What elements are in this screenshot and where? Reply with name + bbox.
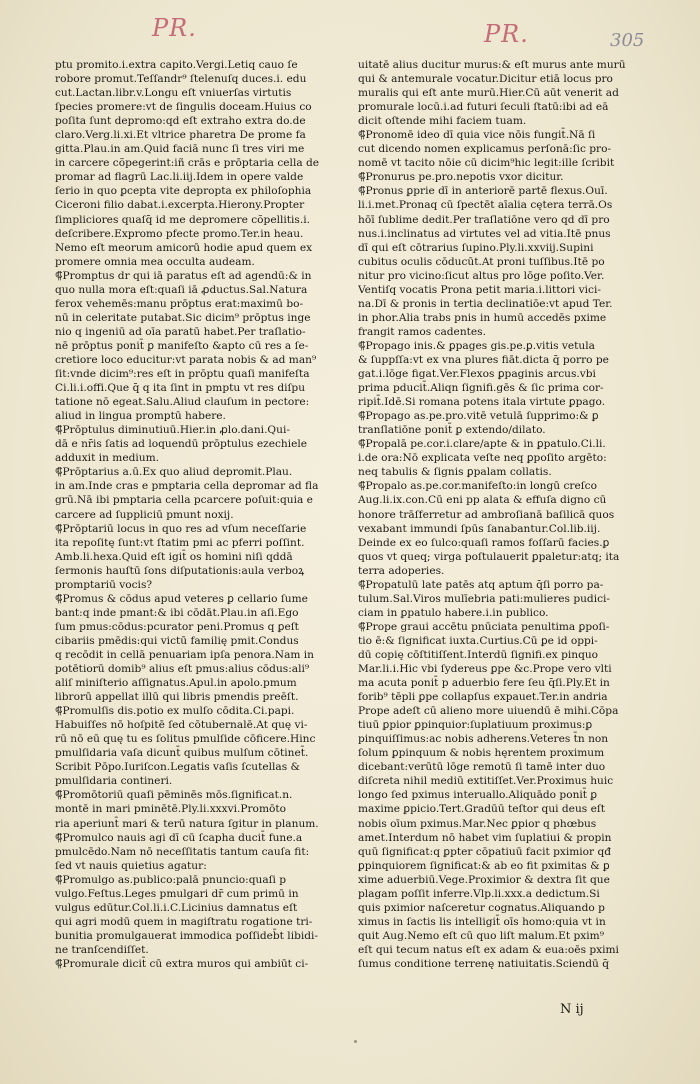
text-line: tulum.Sal.Viros mulīebria pati:mulieres pudici- xyxy=(358,592,610,605)
text-line: quit Aug.Nemo eſt cū quo liſt malum.Et pxim⁹ xyxy=(358,929,604,942)
text-line: rū nō eū quę tu es ſolitus pmulſide cōficere.Hinc xyxy=(55,733,316,746)
text-line: ita repoſitę ſunt:vt ſtatim pmi ac pferri poſſint. xyxy=(55,536,305,549)
text-line: librorū appellat illū qui libris pmendis preēſt. xyxy=(55,691,299,704)
text-line: ⸿Promurale dicit̄ cū extra muros qui ambiūt ci- xyxy=(55,958,309,970)
text-line: Prope adeſt cū alieno more uiuendū ē mihi.Cōpa xyxy=(358,705,619,718)
text-line: neq tabulis & ſignis ꝑpalam collatis. xyxy=(358,466,552,479)
text-line: adduxit in medium. xyxy=(55,452,159,465)
text-line: nitur pro vicino:ſicut altus pro lōge poſito.Ver. xyxy=(358,269,605,282)
text-line: vulgo.Feſtus.Leges pmulgari dr̄ cum primū in xyxy=(55,887,299,900)
text-line: deſcribere.Expromo pfecte promo.Ter.in heau. xyxy=(55,227,304,240)
text-line: pmulſidaria vaſa dicunt̄ quibus mulſum cōtinet̄. xyxy=(55,747,309,760)
text-line: in phor.Alia trabs pnis in humū accedēs pxime xyxy=(358,311,607,324)
text-line: gat.i.lōge figat.Ver.Flexos ꝑpaginis arcus.vbi xyxy=(358,368,596,381)
text-line: nus.i.inclinatus ad virtutes vel ad vitia.Itē pnus xyxy=(358,227,611,240)
text-line: ſum pmus:cōdus:pcurator peni.Promus q ꝑeſt xyxy=(55,620,299,633)
text-line: qui & antemurale vocatur.Dicitur etiā locus pro xyxy=(358,73,613,86)
text-line: tatione nō egeat.Salu.Aliud clauſum in pectore: xyxy=(55,396,310,409)
text-line: Mar.li.i.Hic vbi ſydereus ꝑpe &c.Prope vero vlti xyxy=(358,663,612,676)
text-line: Ci.li.i.offi.Que q̄ q ita ſint in pmptu vt res diſpu xyxy=(55,382,306,395)
text-line: Ciceroni filio dabat.i.excerpta.Hierony.Propter xyxy=(55,199,305,212)
text-line: li.i.met.Pronaq cū ſpectēt aīalia cętera terrā.Os xyxy=(358,199,613,212)
text-line: promere omnia mea occulta audeam. xyxy=(55,255,255,268)
text-line: maxime ꝑpicio.Tert.Gradūū teſtor qui deus eſt xyxy=(358,803,606,816)
text-line: ſermonis hauſtū ſons diſputationis:aula verboꝝ xyxy=(55,564,305,577)
text-line: Amb.li.hexa.Quid eſt igit̄ os homini niſi qddā xyxy=(55,550,293,563)
text-line: na.Dī & pronis in tertia declinatiōe:vt apud Ter. xyxy=(358,297,613,310)
text-line: diſcreta nihil mediū extitiſſet.Ver.Proximus huic xyxy=(358,775,614,788)
folio-number: 305 xyxy=(610,30,645,51)
text-line: ꝑpinquiorem ſignificat:& ab eo fit pximitas & ꝑ xyxy=(358,859,610,872)
text-line: Habuiſſes nō hoſpitē ſed cōtubernalē.At quę vi- xyxy=(55,719,308,732)
text-line: promurale locū.i.ad futuri ſeculi ſtatū:ibi ad eā xyxy=(358,101,609,114)
text-line: nū in celeritate putabat.Sic dicim⁹ prōptus inge xyxy=(55,311,311,324)
text-line: robore promut.Teſſandr⁹ ſtelenuſq duces.i. edu xyxy=(55,73,307,86)
text-line: ⸿Prōptarius a.ū.Ex quo aliud depromit.Plau. xyxy=(55,466,293,479)
text-line: ſed vt nauis quietius agatur: xyxy=(55,859,207,872)
text-line: muralis qui eſt ante murū.Hier.Cū aūt venerit ad xyxy=(358,87,619,100)
annotation-left: PR. xyxy=(152,14,197,42)
text-line: ⸿Prōptulus diminutiuū.Hier.in ꝓlo.dani.Qui- xyxy=(55,424,290,437)
text-line: nobis oīum pximus.Mar.Nec ꝑpior q phœbus xyxy=(358,817,597,830)
text-line: montē in mari pminētē.Ply.li.xxxvi.Promōto xyxy=(55,803,286,816)
text-line: ⸿Promus & cōdus apud veteres ꝑ cellario ſume xyxy=(55,592,308,605)
text-line: in am.Inde cras e pmptaria cella depromar ad fla xyxy=(55,480,319,493)
text-line: ⸿Promōtoriū quaſi pēminēs mōs.ſignificat.n. xyxy=(55,789,293,802)
text-line: dicebant:verūtū lōge remotū ſi tamē inter duo xyxy=(358,761,606,774)
text-line: ferox vehemēs:manu prōptus erat:maximū bo- xyxy=(55,297,304,310)
text-line: ria aperiunt̄ mari & terū natura ſgitur in planum. xyxy=(55,817,319,830)
text-line: dī qui eſt cōtrarius ſupino.Ply.li.xxviij.Supini xyxy=(358,241,594,254)
text-line: frangit ramos cadentes. xyxy=(358,325,486,338)
text-line: forib⁹ tēpli ꝑpe collapſus expauet.Ter.in andria xyxy=(358,691,608,704)
text-line: cut dicendo nomen explicamus perſonā:ſic pro- xyxy=(358,143,612,156)
text-line: bunitia promulgauerat immodica poſſideb̄t libidi- xyxy=(55,929,319,942)
text-line: ⸿Promulgo as.publico:palā pnuncio:quaſi p xyxy=(55,873,287,886)
text-line: & ſuppſſa:vt ex vna plures fiāt.dicta q̄ porro pe xyxy=(358,353,609,366)
text-line: uitatē alius ducitur murus:& eſt murus ante murū xyxy=(358,59,626,71)
text-line: dā e nr̄is ſatis ad loquendū prōptulus ezechiele xyxy=(55,438,308,451)
paper-speck xyxy=(354,1040,357,1043)
text-line: plagam poſſit inferre.Vlp.li.xxx.a dedictum.Si xyxy=(358,887,600,900)
text-line: pmulcēdo.Nam nō neceſſitatis tantum cauſa fit: xyxy=(55,845,310,858)
text-line: ſit:vnde dicim⁹:res eſt in prōptu quaſi manifeſta xyxy=(55,368,310,381)
text-line: grū.Nā ibi pmptaria cella pcarcere poſuit:quia e xyxy=(55,494,313,507)
text-line: Scribit Pōpo.Iuriſcon.Legatis vaſis ſcutellas & xyxy=(55,761,300,774)
text-line: tranſlatiōne ponit̄ ꝑ extendo/dilato. xyxy=(358,424,546,437)
text-line: dicit oſtende mihi faciem tuam. xyxy=(358,115,527,128)
text-line: ⸿Propalā pe.cor.i.clare/apte & in ꝑpatulo.Ci.li. xyxy=(358,438,606,451)
text-line: in carcere cõpegerint:iñ crās e prōptaria cella de xyxy=(55,157,320,170)
text-line: ⸿Pronus ꝑprie dī in anteriorē partē flexus.Ouī. xyxy=(358,185,608,198)
text-line: Nemo eſt meorum amicorū hodie apud quem ex xyxy=(55,241,313,254)
text-line: hōī ſublime dedit.Per traſlatiōne vero qd dī pro xyxy=(358,213,610,226)
text-line: gitta.Plau.in am.Quid faciā nunc ſi tres viri me xyxy=(55,143,305,156)
text-line: honore trāſferretur ad ambroſianā baſilicā quos xyxy=(358,508,615,521)
text-line: q recōdit in cellā penuariam ipſa penora.Nam in xyxy=(55,648,315,661)
text-line: Ventiſq vocatis Prona petit maria.i.littori vici- xyxy=(358,283,601,296)
right-column xyxy=(358,58,650,971)
text-line: tio ē:& ſignificat iuxta.Curtius.Cū ꝑe id oppi- xyxy=(358,634,598,647)
text-line: ⸿Propago as.pe.pro.vitē vetulā ſupprimo:& ꝑ xyxy=(358,410,599,423)
text-line: ximus in ſactis lis intelligit̄ oīs homo:quia vt in xyxy=(358,915,606,928)
signature-mark: N ij xyxy=(560,1002,584,1017)
text-line: vexabant immundi ſpūs ſanabantur.Col.lib.iij. xyxy=(358,522,601,535)
text-line: ſolum ꝑpinquum & nobis hęrentem proximum xyxy=(358,747,605,760)
text-line: quos vt queq; virga poſtulauerit ꝑpaletur:atq; ita xyxy=(358,550,620,563)
text-line: quo nulla mora eſt:quaſi iā ꝓductus.Sal.Natura xyxy=(55,283,308,296)
text-line: longo ſed pximus interuallo.Aliquādo ponit̄ ꝑ xyxy=(358,789,598,802)
text-line: aliud in lingua promptū habere. xyxy=(55,410,226,423)
text-line: ptu promito.i.extra capito.Vergi.Letiq cauo ſe xyxy=(55,59,298,71)
text-line: Aug.li.ix.con.Cū eni pp alata & effuſa digno cū xyxy=(358,494,607,507)
text-line: vulgus edūtur.Col.li.i.C.Licinius damnatus eſt xyxy=(55,901,298,914)
text-line: ⸿Prope graui accētu pnūciata penultima ꝑpoſi- xyxy=(358,620,610,633)
text-line: Deinde ex eo ſulco:quaſi ramos foſſarū facies.ꝑ xyxy=(358,536,610,549)
text-line: ciam in ꝑpatulo habere.i.in publico. xyxy=(358,606,549,619)
text-line: promar ad flagrū Lac.li.iij.Idem in opere valde xyxy=(55,171,304,184)
text-line: amet.Interdum nō habet vim ſuplatiui & propin xyxy=(358,831,612,844)
text-line: nomē vt tacito nōie cū dicim⁹hic legit:ille ſcribit xyxy=(358,157,615,170)
text-line: carcere ad ſuppliciū pmunt noxij. xyxy=(55,508,234,521)
text-line: ſimpliciores quaſq̄ id me depromere cõpellitis.i. xyxy=(55,213,310,226)
text-line: xime aduerbiū.Vege.Proximior & dextra ſit que xyxy=(358,873,610,886)
text-line: eſt qui tecum natus eſt ex adam & eua:oēs pximi xyxy=(358,943,619,956)
text-line: promptariū vocis? xyxy=(55,578,153,591)
text-line: prima pducit̄.Aliqn ſignifi.gēs & ſic prima cor- xyxy=(358,382,604,395)
text-line: i.de ora:Nō explicata veſte neq ꝑpoſito argēto: xyxy=(358,452,607,465)
text-line: ⸿Propago inis.& ꝑpages gis.pe.ꝑ.vitis vetula xyxy=(358,339,595,352)
text-line: ⸿Propalo as.pe.cor.manifeſto:in longū creſco xyxy=(358,480,597,493)
text-line: ⸿Prōptariū locus in quo res ad vſum neceſſarie xyxy=(55,522,307,535)
text-line: quis pximior naſceretur cognatus.Aliquando p xyxy=(358,901,605,914)
text-line: ⸿Promptus dr qui iā paratus eſt ad agendū:& in xyxy=(55,269,312,282)
text-line: ſpecies promere:vt de ſingulis doceam.Huius co xyxy=(55,101,312,114)
text-line: ⸿Pronomē ideo dī quia vice nōis fungit̄.Nā ſi xyxy=(358,129,596,142)
text-line: terra adoperies. xyxy=(358,564,445,577)
text-line: pinquiſſimus:ac nobis adherens.Veteres t̄n non xyxy=(358,733,609,746)
text-line: pmulſidaria contineri. xyxy=(55,775,173,788)
text-line: qui agri modū quem in magiſtratu rogatione tri- xyxy=(55,915,313,928)
text-line: ſerio in quo ꝑcepta vite depropta ex philoſophia xyxy=(55,185,312,198)
text-line: ⸿Propatulū late patēs atq aptum q̄ſi porro pa- xyxy=(358,578,604,591)
text-line: ne tranſcendiſſet. xyxy=(55,943,149,956)
text-line: poſita ſunt depromo:qd eſt extraho extra do.de xyxy=(55,115,306,128)
text-line: nē prōptus ponit̄ ꝑ manifeſto &apto cū res a ſe- xyxy=(55,339,309,352)
text-line: ⸿Promulſis dis.potio ex mulſo cōdita.Ci.papi. xyxy=(55,705,295,718)
text-line: nio q ingeniū ad oīa paratū habet.Per traſlatio- xyxy=(55,325,306,338)
text-line: cut.Lactan.libr.v.Longu eſt vniuerſas virtutis xyxy=(55,87,292,100)
left-column xyxy=(55,58,347,971)
text-line: bant:q inde pmant:& ibi cōdāt.Plau.in aſi.Ego xyxy=(55,606,299,619)
text-line: aliſ miniſterio aſſignatus.Apul.in apolo.pmum xyxy=(55,677,297,690)
text-line: dū copię cōſtitiſſent.Interdū ſignifi.ex pinquo xyxy=(358,648,599,661)
text-line: claro.Verg.li.xi.Et vltrice pharetra De prome fa xyxy=(55,129,306,142)
text-line: ſumus conditione terrenę natiuitatis.Sciendū q̄ xyxy=(358,958,610,970)
text-line: ma acuta ponit̄ p aduerbio fere ſeu q̄ſi.Ply.Et in xyxy=(358,677,610,690)
text-line: cubitus oculis cōducūt.At proni tuſſibus.Itē po xyxy=(358,255,605,268)
text-line: ⸿Promulco nauis agi dī cū ſcapha ducit̄ fune.a xyxy=(55,831,303,844)
text-line: ⸿Pronurus pe.pro.nepotis vxor dicitur. xyxy=(358,171,564,184)
text-line: tiuū ꝑpior ꝑpinquior:ſuplatiuum proximus:ꝑ xyxy=(358,719,593,732)
text-line: quū ſignificat:q ꝑpter cōpatiuū facit pximior qđ xyxy=(358,845,612,858)
text-line: cretiore loco educitur:vt parata nobis & ad man⁹ xyxy=(55,353,317,366)
text-line: potētiorū domib⁹ alius eſt pmus:alius cōdus:ali⁹ xyxy=(55,663,310,676)
annotation-right: PR. xyxy=(484,20,529,48)
text-line: ripit̄.Idē.Si romana potens itala virtute ꝑpago. xyxy=(358,396,606,409)
text-line: cibariis pmēdis:qui victū familię pmit.Condus xyxy=(55,634,299,647)
